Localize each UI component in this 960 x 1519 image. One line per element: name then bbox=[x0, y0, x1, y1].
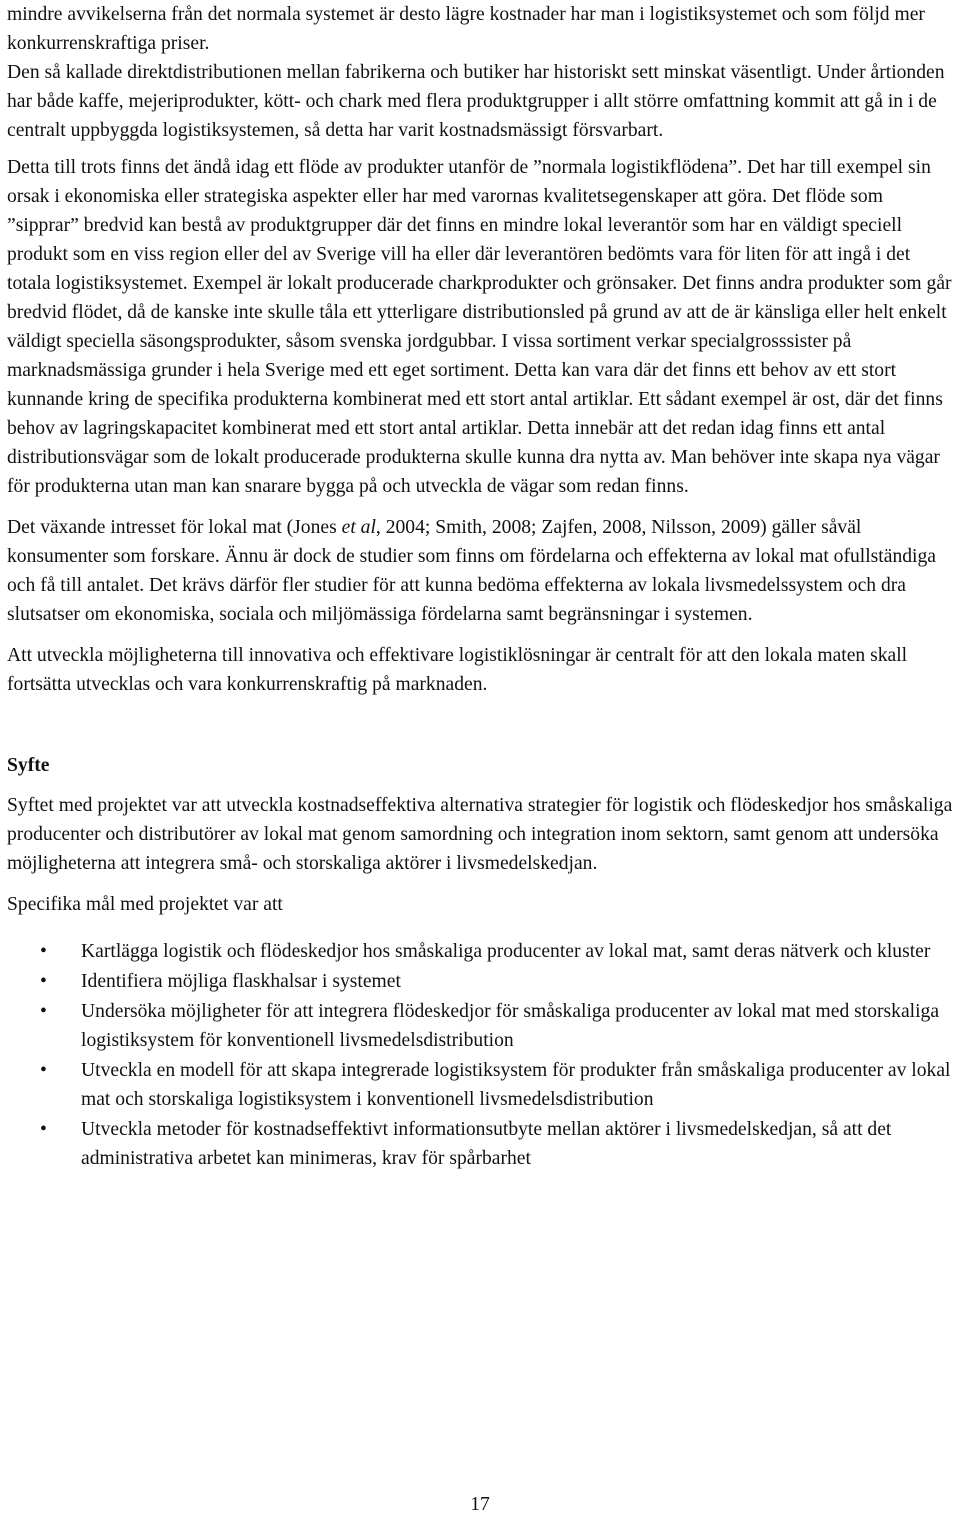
list-item bbox=[7, 1056, 957, 1114]
page-number: 17 bbox=[470, 1494, 490, 1515]
paragraph-4-italic: et al bbox=[341, 517, 376, 538]
list-item bbox=[7, 937, 957, 966]
list-item-text: Kartlägga logistik och flödeskedjor hos småskaliga producenter av lokal mat, samt deras nätverk och kluster bbox=[81, 941, 931, 962]
bullet-icon: • bbox=[40, 971, 47, 992]
goal-list bbox=[7, 937, 957, 1173]
text-column bbox=[7, 0, 957, 1174]
paragraph-4 bbox=[7, 513, 957, 629]
paragraph-4-text-a: Det växande intresset för lokal mat (Jones bbox=[7, 517, 342, 538]
list-item-text: Identifiera möjliga flaskhalsar i systemet bbox=[81, 971, 401, 992]
section-heading: Syfte bbox=[7, 755, 50, 776]
list-item-text: Utveckla metoder för kostnadseffektivt informationsutbyte mellan aktörer i livsmedelskedjan, så att det administrativa arbetet kan minimeras, krav för spårbarhet bbox=[81, 1119, 892, 1169]
list-item bbox=[7, 967, 957, 996]
list-item-text: Utveckla en modell för att skapa integrerade logistiksystem för produkter från småskaliga producenter av lokal mat och storskaliga logistiksystem i konventionell livsmedelsdistribution bbox=[81, 1060, 951, 1110]
paragraph-1: mindre avvikelserna från det normala systemet är desto lägre kostnader har man i logistiksystemet och som följd mer konkurrenskraftiga priser. bbox=[7, 4, 925, 54]
bullet-icon: • bbox=[40, 1001, 47, 1022]
list-item bbox=[7, 997, 957, 1055]
paragraph-5: Att utveckla möjligheterna till innovativa och effektivare logistiklösningar är centralt för att den lokala maten skall fortsätta utvecklas och vara konkurrenskraftig på marknaden. bbox=[7, 645, 908, 695]
paragraph-4-text-b: , 2004; Smith, 2008; Zajfen, 2008, Nilsson, 2009) gäller såväl konsumenter som forskare. Ännu är dock de studier som finns om fördelarna och effekterna av lokal mat ofullständiga och få till antalet. Det krävs därför fler studier för att kunna bedöma effekterna av lokala livsmedelssystem och dra slutsatser om ekonomiska, sociala och miljömässiga fördelarna samt begränsningar i systemen. bbox=[7, 517, 936, 625]
paragraph-2: Den så kallade direktdistributionen mellan fabrikerna och butiker har historiskt sett minskat väsentligt. Under årtionden har både kaffe, mejeriprodukter, kött- och chark med flera produktgrupper i allt större omfattning kommit att gå in i de centralt uppbyggda logistiksystemen, så detta har varit kostnadsmässigt försvarbart. bbox=[7, 62, 945, 141]
bullet-icon: • bbox=[40, 941, 47, 962]
list-item bbox=[7, 1115, 957, 1173]
paragraph-7: Specifika mål med projektet var att bbox=[7, 894, 283, 915]
paragraph-3: Detta till trots finns det ändå idag ett flöde av produkter utanför de ”normala logistikflödena”. Det har till exempel sin orsak i ekonomiska eller strategiska aspekter eller har med varornas kvalitetsegenskaper att göra. Det flöde som ”sipprar” bredvid kan bestå av produktgrupper där det finns en mindre lokal leverantör som har en väldigt speciell produkt som en viss region eller del av Sverige vill ha eller där leverantören bedömts vara för liten för att ingå i det totala logistiksystemet. Exempel är lokalt producerade charkprodukter och grönsaker. Det finns andra produkter som går bredvid flödet, då de kanske inte skulle tåla ett ytterligare distributionsled på grund av att de är känsliga eller helt enkelt väldigt speciella säsongsprodukter, såsom svenska jordgubbar. I vissa sortiment verkar specialgrosssister på marknadsmässiga grunder i hela Sverige med ett eget sortiment. Detta kan vara där det finns ett behov av ett stort kunnande kring de specifika produkterna kombinerat med ett stort antal artiklar. Ett sådant exempel är ost, där det finns behov av lagringskapacitet kombinerat med ett stort antal artiklar. Detta innebär att det redan idag finns ett antal distributionsvägar som de lokalt producerade produkterna skulle kunna dra nytta av. Man behöver inte skapa nya vägar för produkterna utan man kan snarare bygga på och utveckla de vägar som redan finns. bbox=[7, 157, 952, 497]
paragraph-6: Syftet med projektet var att utveckla kostnadseffektiva alternativa strategier för logistik och flödeskedjor hos småskaliga producenter och distributörer av lokal mat genom samordning och integration inom sektorn, samt genom att undersöka möjligheterna att integrera små- och storskaliga aktörer i livsmedelskedjan. bbox=[7, 795, 953, 874]
bullet-icon: • bbox=[40, 1060, 47, 1081]
bullet-icon: • bbox=[40, 1119, 47, 1140]
list-item-text: Undersöka möjligheter för att integrera flödeskedjor för småskaliga producenter av lokal mat med storskaliga logistiksystem för konventionell livsmedelsdistribution bbox=[81, 1001, 940, 1051]
